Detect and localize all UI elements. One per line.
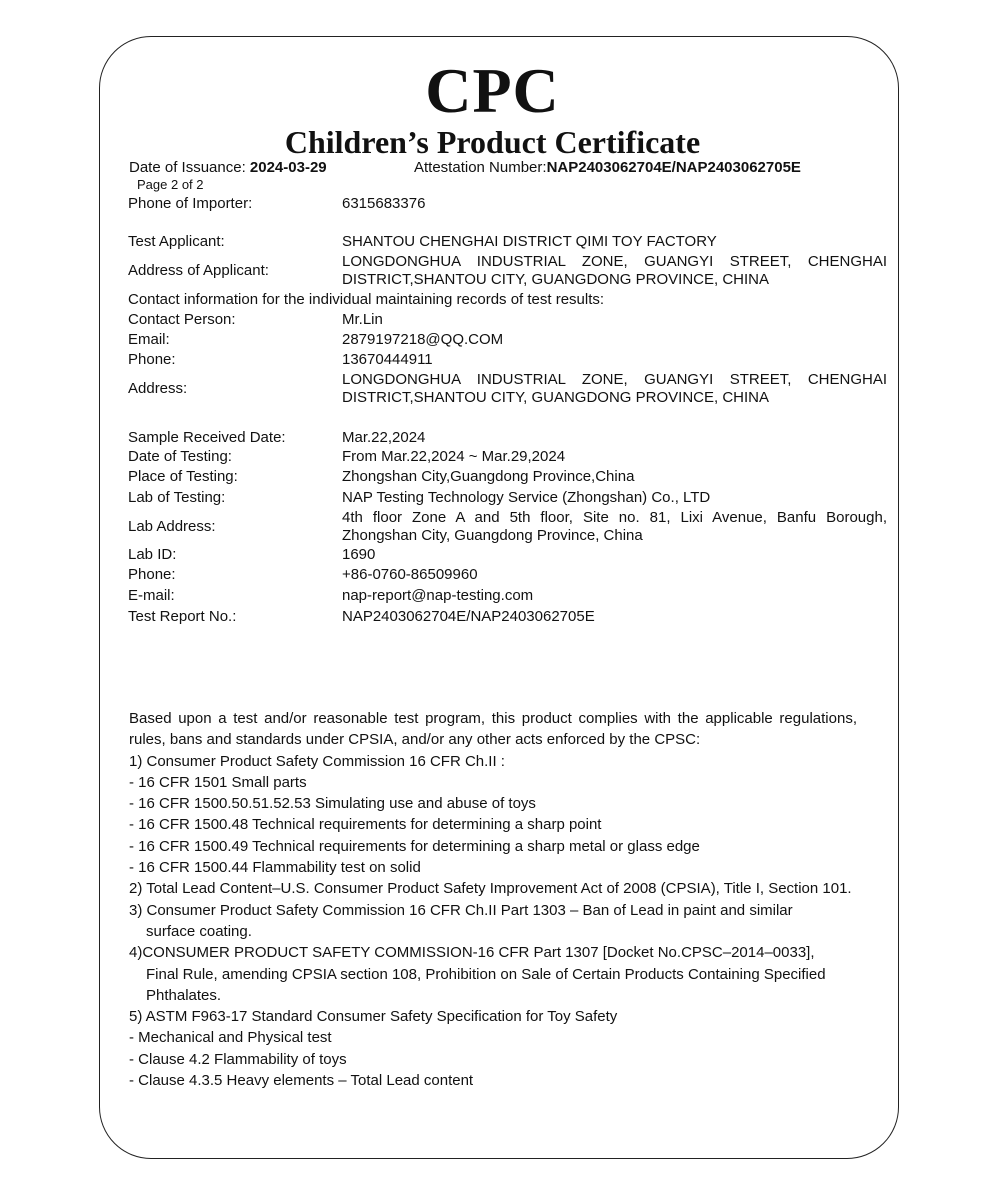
compliance-item: - Clause 4.2 Flammability of toys bbox=[129, 1050, 347, 1068]
compliance-item: - 16 CFR 1500.49 Technical requirements for determining a sharp metal or glass edge bbox=[129, 837, 700, 855]
field-label: Lab ID: bbox=[128, 546, 177, 563]
field-value: NAP2403062704E/NAP2403062705E bbox=[342, 608, 595, 625]
issuance-value: 2024-03-29 bbox=[249, 159, 327, 176]
field-value: SHANTOU CHENGHAI DISTRICT QIMI TOY FACTORY bbox=[342, 233, 717, 250]
field-label: Test Report No.: bbox=[128, 608, 237, 625]
field-value: 4th floor Zone A and 5th floor, Site no. 81, Lixi Avenue, Banfu Borough, Zhongshan City, Guangdong Province, China bbox=[342, 509, 887, 544]
document-title: CPC bbox=[425, 55, 560, 126]
field-label: Place of Testing: bbox=[128, 468, 238, 485]
field-value: LONGDONGHUA INDUSTRIAL ZONE, GUANGYI STREET, CHENGHAI DISTRICT,SHANTOU CITY, GUANGDONG PROVINCE, CHINA bbox=[342, 253, 887, 288]
issuance-label: Date of Issuance: bbox=[129, 159, 250, 176]
attestation-label: Attestation Number: bbox=[414, 159, 547, 176]
compliance-item: 3) Consumer Product Safety Commission 16 CFR Ch.II Part 1303 – Ban of Lead in paint and similar bbox=[129, 901, 793, 919]
compliance-item: - 16 CFR 1500.44 Flammability test on solid bbox=[129, 859, 421, 877]
attestation-value: NAP2403062704E/NAP2403062705E bbox=[546, 159, 801, 176]
compliance-item: Final Rule, amending CPSIA section 108, Prohibition on Sale of Certain Products Containing Specified bbox=[146, 965, 826, 983]
field-value: 6315683376 bbox=[342, 195, 426, 212]
field-label: Address: bbox=[128, 380, 188, 397]
field-value: 1690 bbox=[342, 546, 376, 563]
field-label: Lab of Testing: bbox=[128, 489, 226, 506]
field-label: Phone: bbox=[128, 566, 176, 583]
field-label: Phone: bbox=[128, 351, 176, 368]
field-label: E-mail: bbox=[128, 587, 175, 604]
field-value: 2879197218@QQ.COM bbox=[342, 331, 504, 348]
field-label: Contact Person: bbox=[128, 311, 236, 328]
field-value: LONGDONGHUA INDUSTRIAL ZONE, GUANGYI STREET, CHENGHAI DISTRICT,SHANTOU CITY, GUANGDONG PROVINCE, CHINA bbox=[342, 371, 887, 406]
field-label: Phone of Importer: bbox=[128, 195, 253, 212]
field-value: 13670444911 bbox=[342, 351, 433, 368]
field-label: Date of Testing: bbox=[128, 448, 232, 465]
records-intro: Contact information for the individual maintaining records of test results: bbox=[128, 291, 605, 308]
issuance-date bbox=[129, 158, 327, 178]
compliance-item: 5) ASTM F963-17 Standard Consumer Safety Specification for Toy Safety bbox=[129, 1008, 618, 1026]
compliance-item: 4)CONSUMER PRODUCT SAFETY COMMISSION-16 CFR Part 1307 [Docket No.CPSC–2014–0033], bbox=[129, 944, 815, 962]
compliance-item: surface coating. bbox=[146, 922, 252, 940]
compliance-item: 2) Total Lead Content–U.S. Consumer Product Safety Improvement Act of 2008 (CPSIA), Title I, Section 101. bbox=[129, 880, 852, 898]
field-label: Test Applicant: bbox=[128, 233, 225, 250]
field-value: +86-0760-86509960 bbox=[342, 566, 478, 583]
compliance-item: 1) Consumer Product Safety Commission 16 CFR Ch.II : bbox=[129, 752, 505, 770]
field-label: Email: bbox=[128, 331, 170, 348]
field-label: Sample Received Date: bbox=[128, 429, 286, 446]
compliance-item: - 16 CFR 1500.48 Technical requirements for determining a sharp point bbox=[129, 816, 602, 834]
compliance-item: - 16 CFR 1501 Small parts bbox=[129, 773, 307, 791]
compliance-statement bbox=[129, 708, 857, 1091]
field-value: nap-report@nap-testing.com bbox=[342, 587, 534, 604]
field-value: NAP Testing Technology Service (Zhongshan) Co., LTD bbox=[342, 489, 711, 506]
field-value: Zhongshan City,Guangdong Province,China bbox=[342, 468, 635, 485]
compliance-item: - Mechanical and Physical test bbox=[129, 1029, 332, 1047]
document-subtitle: Children’s Product Certificate bbox=[284, 124, 701, 160]
compliance-intro: Based upon a test and/or reasonable test program, this product complies with the applicable regulations, rules, bans and standards under CPSIA, and/or any other acts enforced by the CPSC: bbox=[129, 710, 857, 749]
attestation-number bbox=[414, 158, 801, 178]
compliance-item: Phthalates. bbox=[146, 986, 222, 1004]
field-label: Lab Address: bbox=[128, 518, 216, 535]
field-value: Mar.22,2024 bbox=[342, 429, 426, 446]
field-value: Mr.Lin bbox=[342, 311, 383, 328]
field-value: From Mar.22,2024 ~ Mar.29,2024 bbox=[342, 448, 566, 465]
compliance-item: - 16 CFR 1500.50.51.52.53 Simulating use and abuse of toys bbox=[129, 795, 536, 813]
field-label: Address of Applicant: bbox=[128, 262, 269, 279]
compliance-item: - Clause 4.3.5 Heavy elements – Total Lead content bbox=[129, 1072, 474, 1090]
page-number: Page 2 of 2 bbox=[137, 177, 204, 192]
